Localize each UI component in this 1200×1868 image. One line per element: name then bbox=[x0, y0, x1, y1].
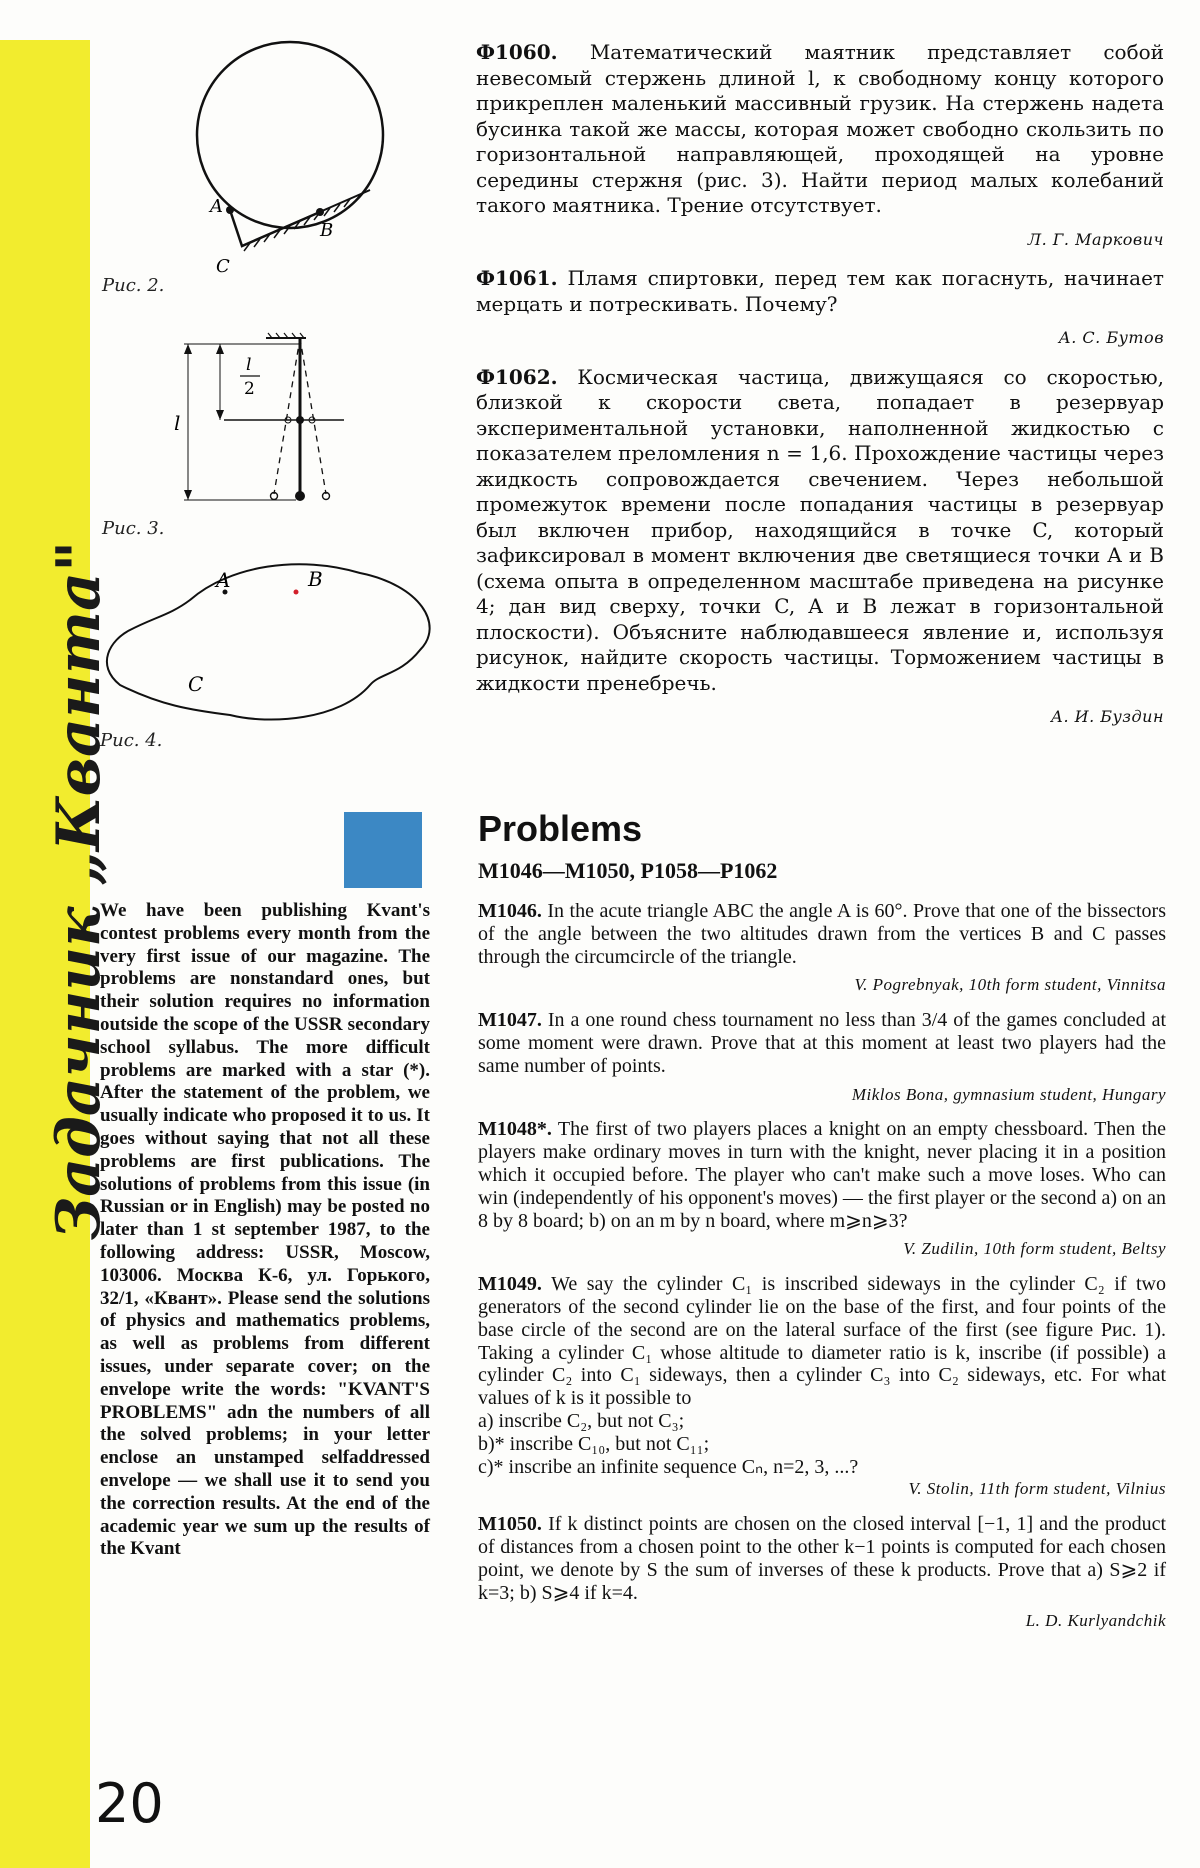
m1049-sub-a: a) inscribe C₂, but not C₃; bbox=[478, 1409, 685, 1432]
author-m1047: Miklos Bona, gymnasium student, Hungary bbox=[851, 1084, 1166, 1104]
problems-heading: Problems bbox=[478, 808, 643, 849]
fig2-label-a: A bbox=[210, 196, 223, 217]
russian-problems bbox=[476, 40, 1164, 744]
author-f1060: Л. Г. Маркович bbox=[1027, 229, 1164, 249]
fig2-caption: Рис. 2. bbox=[102, 275, 165, 296]
fig3-caption: Рис. 3. bbox=[102, 518, 165, 539]
author-m1046: V. Pogrebnyak, 10th form student, Vinnitsa bbox=[854, 975, 1166, 995]
problems-subtitle: M1046—M1050, P1058—P1062 bbox=[478, 858, 778, 883]
problem-m1050: M1050. If k distinct points are chosen on the closed interval [−1, 1] and the product of distances from a chosen point to the other k−1 points is computed for each chosen point, we denote by S the sum of inverses of these k products. Prove that a) S⩾2 if k=3; b) S⩾4 if k=4. bbox=[478, 1513, 1167, 1604]
problem-m1047: M1047. In a one round chess tournament no less than 3/4 of the games concluded at some moment were drawn. Prove that at this moment at least two players had the same number of points. bbox=[478, 1009, 1167, 1077]
m1049-sub-c: c)* inscribe an infinite sequence Cₙ, n=2, 3, ...? bbox=[478, 1455, 859, 1478]
yellow-sidebar bbox=[0, 40, 114, 1868]
problem-f1062: Ф1062. Космическая частица, движущаяся со скоростью, близкой к скорости света, попадает в резервуар экспериментальной установки, наполненной жидкостью с показателем преломления n = 1,6. Прохождение частицы через жидкость сопровождается свечением. Через небольшой промежуток времени после попадания частицы в резервуар был включен прибор, находящийся в точке C, который зафиксировал в момент включения две светящиеся точки A и B (схема опыта в определенном масштабе приведена на рисунке 4; дан вид сверху, точки C, A и B лежат в горизонтальной плоскости). Объясните наблюдавшееся явление и, используя рисунок, найдите скорость частицы. Торможением частицы в жидкости пренебречь. bbox=[476, 364, 1164, 695]
intro-english-text: We have been publishing Kvant's contest problems every month from the very first issue of our magazine. The problems are nonstandard ones, but their solution requires no information outside the scope of the USSR secondary school syllabus. The more difficult problems are marked with a star (*). After the statement of the problem, we usually indicate who proposed it to us. It goes without saying that not all these problems are first publications. The solutions of problems from this issue (in Russian or in English) may be posted no later than 1 st september 1987, to the following address: USSR, Moscow, 103006. Москва К-6, ул. Горького, 32/1, «Квант». Please send the solutions of physics and mathematics problems, as well as problems from different issues, under separate cover; on the envelope write the words: "KVANT'S PROBLEMS" adn the numbers of all the solved problems; in your letter enclose an unstamped selfaddressed envelope — we shall use it to send you the correction results. At the end of the academic year we sum up the results of the Kvant bbox=[100, 900, 430, 1560]
problem-f1060: Ф1060. Математический маятник представляет собой невесомый стержень длиной l, к свободному концу которого прикреплен маленький массивный грузик. На стержень надета бусинка такой же массы, которая может свободно скользить по горизонтальной направляющей, проходящей на уровне середины стержня (рис. 3). Найти период малых колебаний такого маятника. Трение отсутствует. bbox=[476, 40, 1164, 217]
problem-m1046: M1046. In the acute triangle ABC the angle A is 60°. Prove that one of the bissectors of the angle between the two altitudes drawn from the vertices B and C passes through the circumcircle of the triangle. bbox=[478, 900, 1167, 968]
figure-3 bbox=[174, 330, 360, 510]
author-m1050: L. D. Kurlyandchik bbox=[1025, 1611, 1166, 1631]
problem-m1048: M1048*. The first of two players places a knight on an empty chessboard. Then the players make ordinary moves in turn with the knight, never placing it in a position which it occupied before. The player who can't make such a move loses. Who can win (independently of his opponent's moves) — the first player or the second a) on an 8 by 8 board; b) on an m by n board, where m⩾n⩾3? bbox=[478, 1118, 1167, 1232]
fig3-label-two: 2 bbox=[244, 379, 255, 399]
fig2-label-b: B bbox=[320, 220, 334, 241]
m1049-sub-b: b)* inscribe C₁₀, but not C₁₁; bbox=[478, 1432, 710, 1455]
english-problems bbox=[478, 900, 1166, 1645]
page-number: 20 bbox=[95, 1772, 164, 1835]
m1049-subitems bbox=[478, 1410, 1166, 1478]
fig4-label-b: B bbox=[308, 567, 323, 591]
section-title: Задачник „Кванта" bbox=[44, 540, 114, 1240]
fig3-label-l: l bbox=[174, 411, 181, 435]
problem-m1049: M1049. We say the cylinder C₁ is inscribed sideways in the cylinder C₂ if two generators of the second cylinder lie on the base of the first, and four points of the base circle of the second are on the lateral surface of the first (see figure Рис. 1). Taking a cylinder C₁ whose altitude to diameter ratio is k, inscribe (if possible) a cylinder C₂ into C₁ sideways, then a cylinder C₃ into C₂ sideways, etc. For what values of k is it possible to bbox=[478, 1273, 1166, 1410]
figure-4 bbox=[100, 545, 440, 730]
author-m1048: V. Zudilin, 10th form student, Beltsy bbox=[903, 1239, 1166, 1259]
author-m1049: V. Stolin, 11th form student, Vilnius bbox=[908, 1479, 1166, 1499]
figure-2 bbox=[170, 40, 390, 290]
problem-f1061: Ф1061. Пламя спиртовки, перед тем как погаснуть, начинает мерцать и потрескивать. Почему? bbox=[476, 266, 1165, 316]
decorative-blue-square bbox=[344, 812, 422, 888]
fig4-label-c: C bbox=[188, 672, 204, 696]
author-f1061: А. С. Бутов bbox=[1058, 328, 1164, 347]
fig2-label-c: C bbox=[216, 256, 230, 277]
author-f1062: А. И. Буздин bbox=[1050, 707, 1164, 726]
fig3-label-half-l: l bbox=[246, 355, 252, 375]
fig4-caption: Рис. 4. bbox=[100, 730, 163, 751]
fig4-label-a: A bbox=[216, 568, 231, 592]
